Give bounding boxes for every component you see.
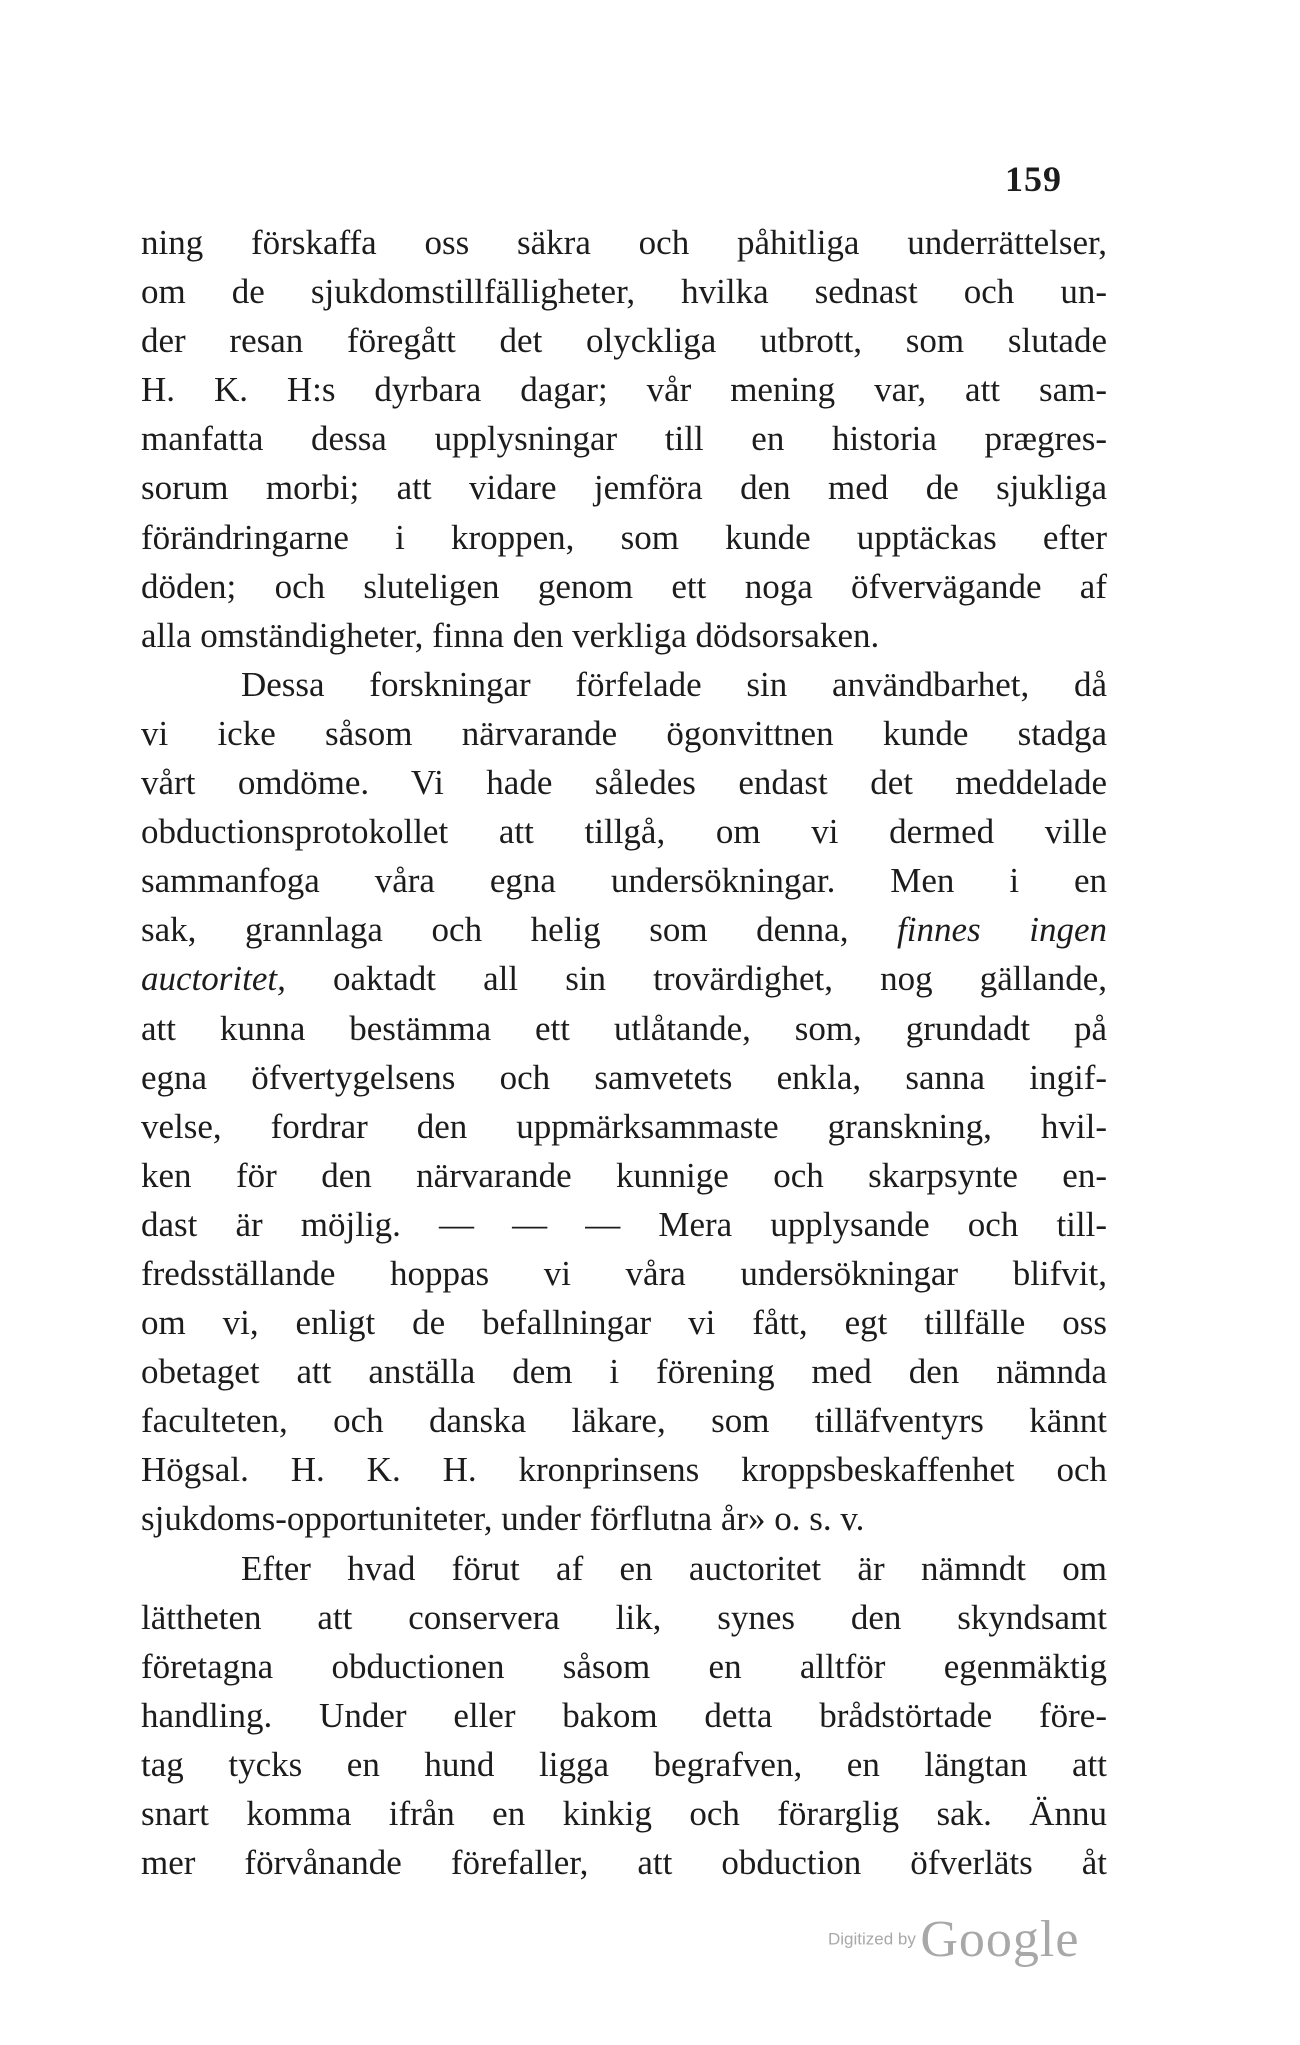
text-line: företagna obductionen såsom en alltför egenmäktig xyxy=(141,1646,1107,1686)
text-line: ning förskaffa oss säkra och påhitliga underrättelser, xyxy=(141,223,1107,262)
text-line: döden; och sluteligen genom ett noga öfvervägande af xyxy=(141,566,1107,606)
text-line: sjukdoms-opportuniteter, under förflutna år» o. s. v. xyxy=(141,1499,865,1539)
text-line: auctoritet, oaktadt all sin trovärdighet, nog gällande, xyxy=(141,959,1108,999)
italic-phrase: finnes ingen xyxy=(897,910,1107,950)
text-line: velse, fordrar den uppmärksammaste granskning, hvil- xyxy=(141,1106,1107,1146)
italic-phrase: auctoritet, xyxy=(141,959,286,999)
text-line: om de sjukdomstillfälligheter, hvilka sednast och un- xyxy=(141,272,1107,312)
text-line: alla omständigheter, finna den verkliga dödsorsaken. xyxy=(141,615,880,655)
text-line: manfatta dessa upplysningar till en historia prægres- xyxy=(141,419,1107,459)
text-line: dast är möjlig. — — — Mera upplysande och till- xyxy=(141,1204,1107,1244)
text-line: der resan föregått det olyckliga utbrott, som slutade xyxy=(141,321,1107,361)
watermark-prefix: Digitized by xyxy=(828,1929,916,1949)
text-line: Högsal. H. K. H. kronprinsens kroppsbeskaffenhet och xyxy=(141,1450,1107,1490)
text-line: sak, grannlaga och helig som denna, finnes ingen xyxy=(141,910,1107,950)
text-line: fredsställande hoppas vi våra undersökningar blifvit, xyxy=(141,1253,1107,1293)
text-line: vi icke såsom närvarande ögonvittnen kunde stadga xyxy=(141,713,1107,753)
text-line: handling. Under eller bakom detta brådstörtade före- xyxy=(141,1695,1107,1735)
paragraph-start-line: Efter hvad förut af en auctoritet är nämndt om xyxy=(241,1548,1107,1588)
text-line: faculteten, och danska läkare, som tilläfventyrs kännt xyxy=(141,1401,1107,1441)
text-line: H. K. H:s dyrbara dagar; vår mening var, att sam- xyxy=(141,370,1107,410)
text-line: sorum morbi; att vidare jemföra den med de sjukliga xyxy=(141,468,1107,508)
text-line: obetaget att anställa dem i förening med den nämnda xyxy=(141,1352,1107,1392)
paragraph-start-line: Dessa forskningar förfelade sin användbarhet, då xyxy=(241,664,1107,704)
text-line: ken för den närvarande kunnige och skarpsynte en- xyxy=(141,1155,1107,1195)
text-line: tag tycks en hund ligga begrafven, en längtan att xyxy=(141,1744,1107,1784)
google-watermark xyxy=(828,1910,1079,1969)
body-text xyxy=(141,218,1107,1887)
text-line: lättheten att conservera lik, synes den skyndsamt xyxy=(141,1597,1107,1637)
page-number: 159 xyxy=(1005,159,1062,199)
text-line: sammanfoga våra egna undersökningar. Men i en xyxy=(141,861,1107,901)
text-line: vårt omdöme. Vi hade således endast det meddelade xyxy=(141,763,1107,803)
google-logo: Google xyxy=(920,1911,1080,1968)
text-line: egna öfvertygelsens och samvetets enkla, sanna ingif- xyxy=(141,1057,1107,1097)
text-line: förändringarne i kroppen, som kunde upptäckas efter xyxy=(141,517,1107,557)
text-line: mer förvånande förefaller, att obduction öfverläts åt xyxy=(141,1843,1107,1883)
text-line: om vi, enligt de befallningar vi fått, egt tillfälle oss xyxy=(141,1303,1107,1343)
text-line: snart komma ifrån en kinkig och förarglig sak. Ännu xyxy=(141,1794,1107,1833)
text-line: att kunna bestämma ett utlåtande, som, grundadt på xyxy=(141,1008,1107,1048)
text-line: obductionsprotokollet att tillgå, om vi dermed ville xyxy=(141,812,1107,852)
